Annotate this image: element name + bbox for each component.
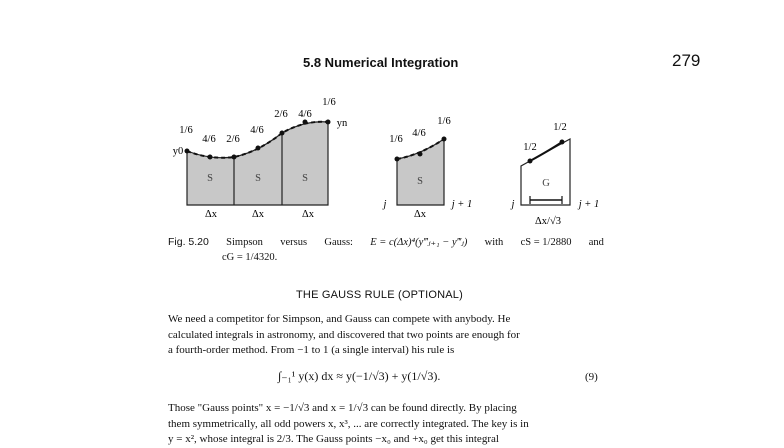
weight-6 [322,97,335,108]
yn-label: yn [336,118,348,129]
weight-1 [202,134,215,145]
svg-text:1/6: 1/6 [179,125,193,136]
page-number: 279 [672,51,701,70]
gauss-panel-label: G [542,178,550,189]
gauss-dx-label: Δx/√3 [535,216,561,227]
middle-dx-label: Δx [413,209,427,220]
middle-weight-0: 1/6 [389,134,403,145]
caption-word-simpson: Simpson [226,237,263,248]
gauss-weight-1: 1/2 [553,122,567,133]
svg-text:4/6: 4/6 [250,125,264,136]
caption-word-versus: versus [280,237,308,248]
section-heading: THE GAUSS RULE (OPTIONAL) [296,289,463,301]
gauss-j-label: j [511,199,515,210]
caption-label: Fig. 5.20 [168,236,209,248]
paragraph-gauss-intro [168,312,602,359]
weight-2 [226,134,239,145]
weight-4 [274,109,287,120]
panel-label-3: S [302,173,308,184]
caption-error-formula: E = c(Δx)⁴(y‴ⱼ₊₁ − y‴ⱼ) [370,237,468,248]
middle-weight-1: 4/6 [412,128,426,139]
figure-caption [168,235,604,265]
paragraph-line: them symmetrically, all odd powers x, x³, ... are correctly integrated. The key is in [168,417,529,430]
svg-text:2/6: 2/6 [274,109,288,120]
caption-cs: cS = 1/2880 [520,237,572,248]
paragraph-line: y = x², whose integral is 2/3. The Gauss points −x₀ and +x₀ get this integral [168,433,499,445]
y0-label: y0 [172,146,184,157]
svg-text:4/6: 4/6 [202,134,216,145]
svg-text:1/6: 1/6 [322,97,336,108]
dx-label-3: Δx [301,209,315,220]
gauss-rule-equation: ∫₋₁¹ y(x) dx ≈ y(−1/√3) + y(1/√3). [278,369,441,383]
svg-text:2/6: 2/6 [226,134,240,145]
weight-3 [250,125,263,136]
caption-word-gauss: Gauss: [324,237,353,248]
simpson-single-panel [395,137,447,206]
running-header-title: 5.8 Numerical Integration [303,55,459,70]
gauss-weight-0: 1/2 [523,142,537,153]
svg-text:4/6: 4/6 [298,109,312,120]
equation-number: (9) [585,371,598,383]
dx-label-2: Δx [251,209,265,220]
middle-panel-label: S [417,176,423,187]
panel-label-2: S [255,173,261,184]
paragraph-line: calculated integrals in astronomy, and discovered that two points are enough for [168,328,520,341]
paragraph-line: a fourth-order method. From −1 to 1 (a single interval) his rule is [168,344,455,356]
weight-5 [298,109,311,120]
gauss-j1-label: j + 1 [578,199,600,210]
panel-label-1: S [207,173,213,184]
caption-word-and: and [588,237,604,248]
paragraph-line: We need a competitor for Simpson, and Gauss can compete with anybody. He [168,313,511,325]
dx-label-1: Δx [204,209,218,220]
caption-word-with: with [484,237,504,248]
middle-j1-label: j + 1 [451,199,473,210]
middle-j-label: j [383,199,387,210]
weight-0 [179,125,192,136]
caption-cg: cG = 1/4320. [222,252,278,263]
middle-weight-2: 1/6 [437,116,451,127]
paragraph-line: Those "Gauss points" x = −1/√3 and x = 1/√3 can be found directly. By placing [168,402,517,414]
